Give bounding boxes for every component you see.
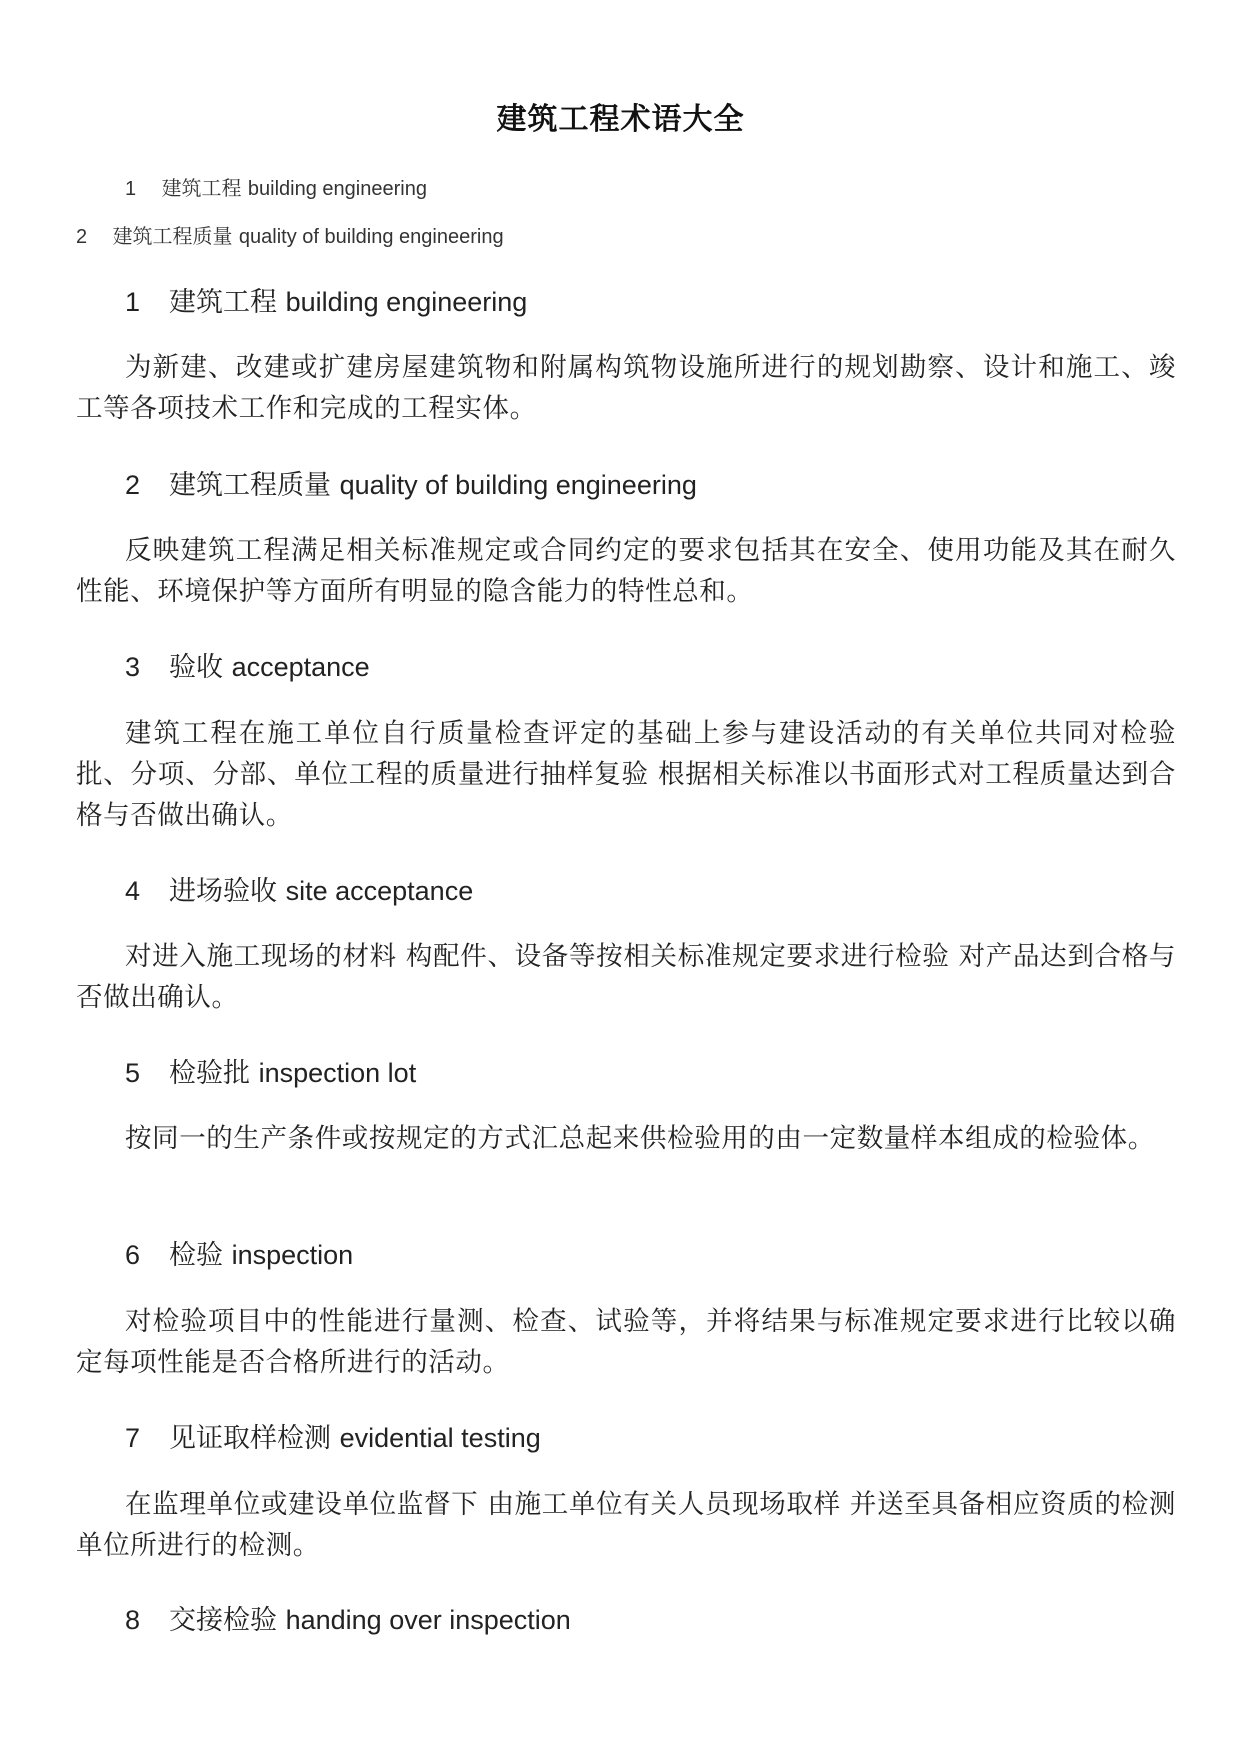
section-term-zh: 检验 [169, 1240, 223, 1271]
section-number: 4 [125, 876, 141, 906]
section-term-zh: 检验批 [169, 1058, 250, 1089]
toc-item-number: 1 [125, 178, 137, 200]
toc-item-term-en: building engineering [247, 178, 427, 200]
section-definition-3: 建筑工程在施工单位自行质量检查评定的基础上参与建设活动的有关单位共同对检验批、分项、分部、单位工程的质量进行抽样复验 根据相关标准以书面形式对工程质量达到合格与否做出确认。 [76, 718, 1176, 831]
section-definition-4: 对进入施工现场的材料 构配件、设备等按相关标准规定要求进行检验 对产品达到合格与否做出确认。 [76, 941, 1176, 1013]
toc-item-term-zh: 建筑工程质量 [112, 224, 233, 248]
section-definition-5: 按同一的生产条件或按规定的方式汇总起来供检验用的由一定数量样本组成的检验体。 [125, 1123, 1155, 1154]
section-heading-6 [125, 1233, 353, 1272]
section-term-en: building engineering [285, 287, 528, 317]
section-term-en: site acceptance [285, 876, 474, 906]
section-term-en: evidential testing [339, 1423, 541, 1453]
section-term-zh: 见证取样检测 [169, 1423, 331, 1454]
section-number: 6 [125, 1240, 141, 1270]
toc-item-1[interactable] [125, 172, 427, 201]
toc-item-number: 2 [76, 226, 88, 248]
section-heading-4 [125, 869, 473, 908]
section-term-zh: 交接检验 [169, 1605, 277, 1636]
section-term-zh: 进场验收 [169, 876, 277, 907]
section-term-en: acceptance [231, 652, 370, 682]
section-number: 8 [125, 1605, 141, 1635]
toc-item-term-en: quality of building engineering [238, 226, 504, 248]
toc-item-term-zh: 建筑工程 [161, 176, 242, 200]
section-number: 3 [125, 652, 141, 682]
section-heading-5 [125, 1051, 416, 1090]
section-term-en: inspection [231, 1240, 354, 1270]
section-number: 1 [125, 287, 141, 317]
section-definition-1: 为新建、改建或扩建房屋建筑物和附属构筑物设施所进行的规划勘察、设计和施工、竣工等各项技术工作和完成的工程实体。 [76, 352, 1176, 424]
section-term-en: handing over inspection [285, 1605, 571, 1635]
section-term-en: inspection lot [258, 1058, 417, 1088]
section-term-zh: 验收 [169, 652, 223, 683]
section-definition-7: 在监理单位或建设单位监督下 由施工单位有关人员现场取样 并送至具备相应资质的检测单位所进行的检测。 [76, 1489, 1176, 1561]
section-heading-3 [125, 645, 370, 684]
section-definition-6: 对检验项目中的性能进行量测、检查、试验等，并将结果与标准规定要求进行比较以确定每项性能是否合格所进行的活动。 [76, 1306, 1176, 1378]
section-term-en: quality of building engineering [339, 470, 697, 500]
section-heading-2 [125, 463, 697, 502]
section-number: 7 [125, 1423, 141, 1453]
section-heading-8 [125, 1598, 571, 1637]
section-heading-7 [125, 1416, 541, 1455]
toc-item-2[interactable] [76, 220, 504, 249]
section-term-zh: 建筑工程质量 [169, 470, 331, 501]
document-title: 建筑工程术语大全 [496, 102, 745, 137]
section-heading-1 [125, 280, 527, 319]
section-definition-2: 反映建筑工程满足相关标准规定或合同约定的要求包括其在安全、使用功能及其在耐久性能、环境保护等方面所有明显的隐含能力的特性总和。 [76, 535, 1176, 607]
section-term-zh: 建筑工程 [169, 287, 277, 318]
section-number: 2 [125, 470, 141, 500]
section-number: 5 [125, 1058, 141, 1088]
